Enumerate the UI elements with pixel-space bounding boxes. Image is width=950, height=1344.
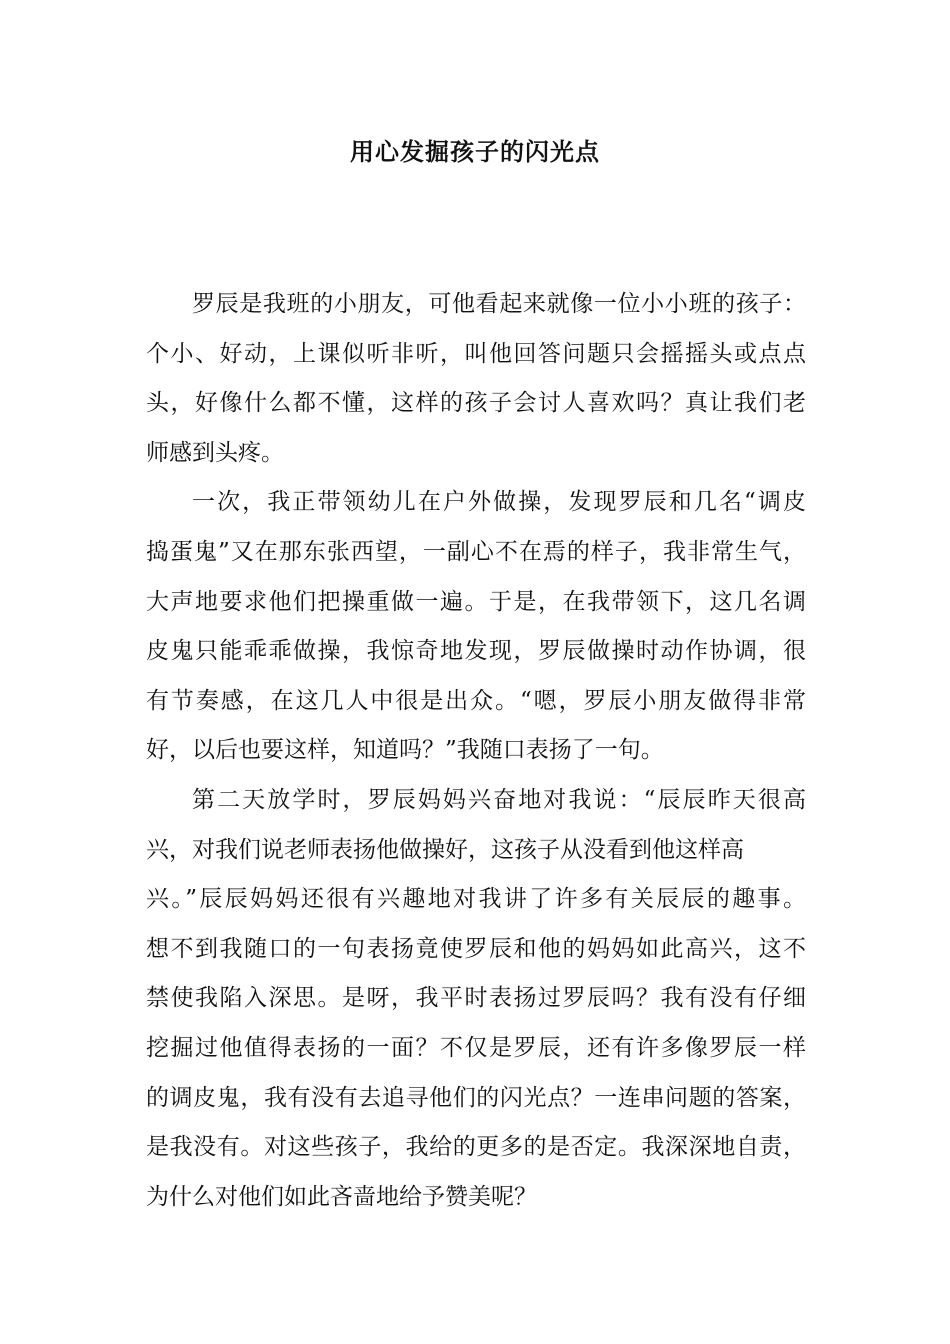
document-title: 用心发掘孩子的闪光点: [350, 138, 600, 166]
paragraph-line: 的调皮鬼，我有没有去追寻他们的闪光点？一连串问题的答案，: [146, 1084, 806, 1111]
paragraph-line: 兴，对我们说老师表扬他做操好，这孩子从没看到他这样高: [146, 836, 744, 863]
document-body: [146, 280, 806, 1222]
paragraph-line: 挖掘过他值得表扬的一面？不仅是罗辰，还有许多像罗辰一样: [146, 1034, 806, 1061]
paragraph-line: 想不到我随口的一句表扬竟使罗辰和他的妈妈如此高兴，这不: [146, 935, 806, 962]
paragraph: [146, 478, 806, 776]
paragraph-line: 禁使我陷入深思。是呀，我平时表扬过罗辰吗？我有没有仔细: [146, 985, 806, 1012]
paragraph-line: 头，好像什么都不懂，这样的孩子会讨人喜欢吗？真让我们老: [146, 390, 806, 417]
paragraph-line: 个小、好动，上课似听非听，叫他回答问题只会摇摇头或点点: [146, 340, 806, 367]
paragraph-line: 师感到头疼。: [146, 439, 284, 466]
paragraph-line: 好，以后也要这样，知道吗？”我随口表扬了一句。: [146, 737, 664, 764]
paragraph-line: 一次，我正带领幼儿在户外做操，发现罗辰和几名“调皮: [192, 489, 806, 516]
paragraph-line: 皮鬼只能乖乖做操，我惊奇地发现，罗辰做操时动作协调，很: [146, 638, 806, 665]
paragraph-line: 大声地要求他们把操重做一遍。于是，在我带领下，这几名调: [146, 588, 806, 615]
paragraph-line: 有节奏感，在这几人中很是出众。“嗯，罗辰小朋友做得非常: [146, 687, 806, 714]
paragraph: [146, 280, 806, 478]
paragraph-line: 罗辰是我班的小朋友，可他看起来就像一位小小班的孩子：: [192, 291, 806, 317]
paragraph: [146, 776, 806, 1222]
paragraph-line: 为什么对他们如此吝啬地给予赞美呢？: [146, 1183, 537, 1210]
paragraph-line: 是我没有。对这些孩子，我给的更多的是否定。我深深地自责，: [146, 1134, 806, 1161]
paragraph-line: 捣蛋鬼”又在那东张西望，一副心不在焉的样子，我非常生气，: [146, 538, 806, 565]
paragraph-line: 兴。”辰辰妈妈还很有兴趣地对我讲了许多有关辰辰的趣事。: [146, 886, 806, 913]
paragraph-line: 第二天放学时，罗辰妈妈兴奋地对我说：“辰辰昨天很高: [192, 786, 806, 813]
